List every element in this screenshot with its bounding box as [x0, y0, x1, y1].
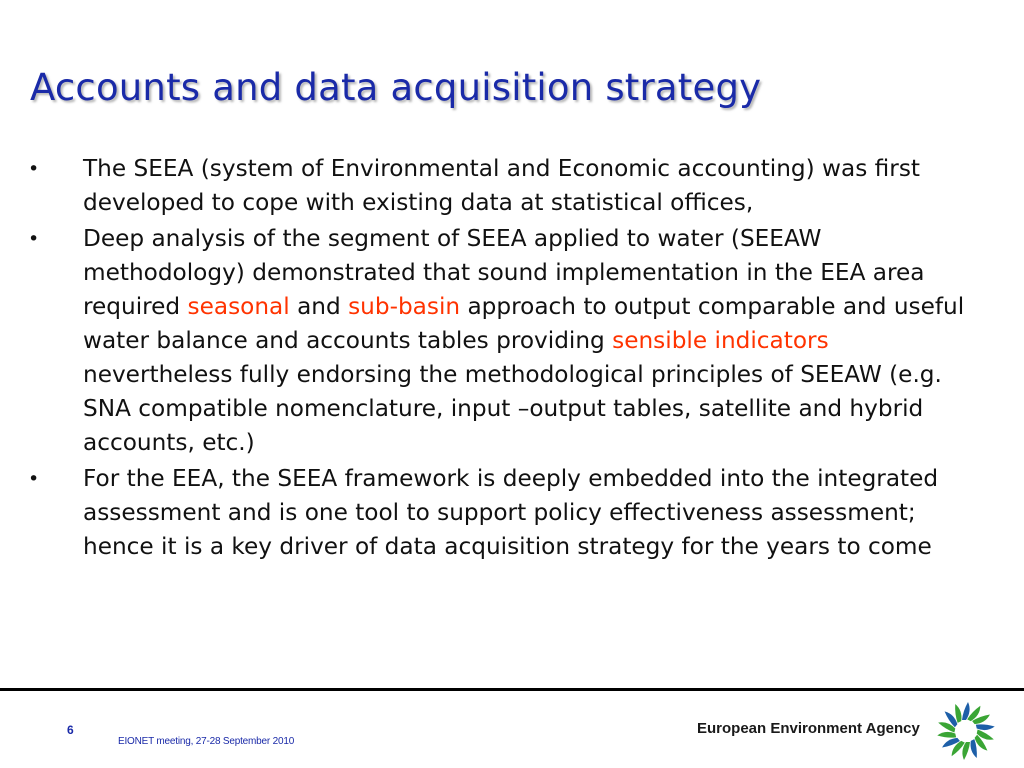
highlight-sub-basin: sub-basin — [348, 293, 461, 320]
eea-sun-logo-icon — [930, 700, 998, 762]
meeting-caption: EIONET meeting, 27-28 September 2010 — [118, 736, 295, 747]
highlight-seasonal: seasonal — [187, 293, 290, 320]
bullet-text: For the EEA, the SEEA framework is deeply embedded into the integrated assessment and is one tool to support policy effectiveness assessment; hence it is a key driver of data acquisition strategy for the years to come — [83, 465, 939, 560]
footer-divider — [0, 688, 1024, 691]
bullet-item — [0, 222, 990, 460]
bullet-item — [0, 462, 990, 564]
page-number: 6 — [67, 723, 74, 737]
bullet-marker: • — [28, 468, 40, 490]
bullet-marker: • — [28, 158, 40, 180]
bullet-text: The SEEA (system of Environmental and Economic accounting) was first developed to cope with existing data at statistical offices, — [83, 155, 920, 216]
agency-name: European Environment Agency — [697, 720, 920, 737]
bullet-text: approach to output comparable and useful water balance and accounts tables providing — [83, 293, 965, 354]
highlight-sensible-indicators: sensible indicators — [612, 327, 829, 354]
bullet-text: Deep analysis of the segment of SEEA applied to water (SEEAW methodology) demonstrated that sound implementation in the EEA area required — [83, 225, 925, 320]
bullet-list — [0, 152, 990, 566]
bullet-marker: • — [28, 228, 40, 250]
bullet-text: nevertheless fully endorsing the methodological principles of SEEAW (e.g. SNA compatible nomenclature, input –output tables, satellite and hybrid accounts, etc.) — [83, 361, 942, 456]
bullet-item — [0, 152, 990, 220]
bullet-text: and — [289, 293, 349, 320]
slide-title: Accounts and data acquisition strategy — [30, 66, 762, 109]
